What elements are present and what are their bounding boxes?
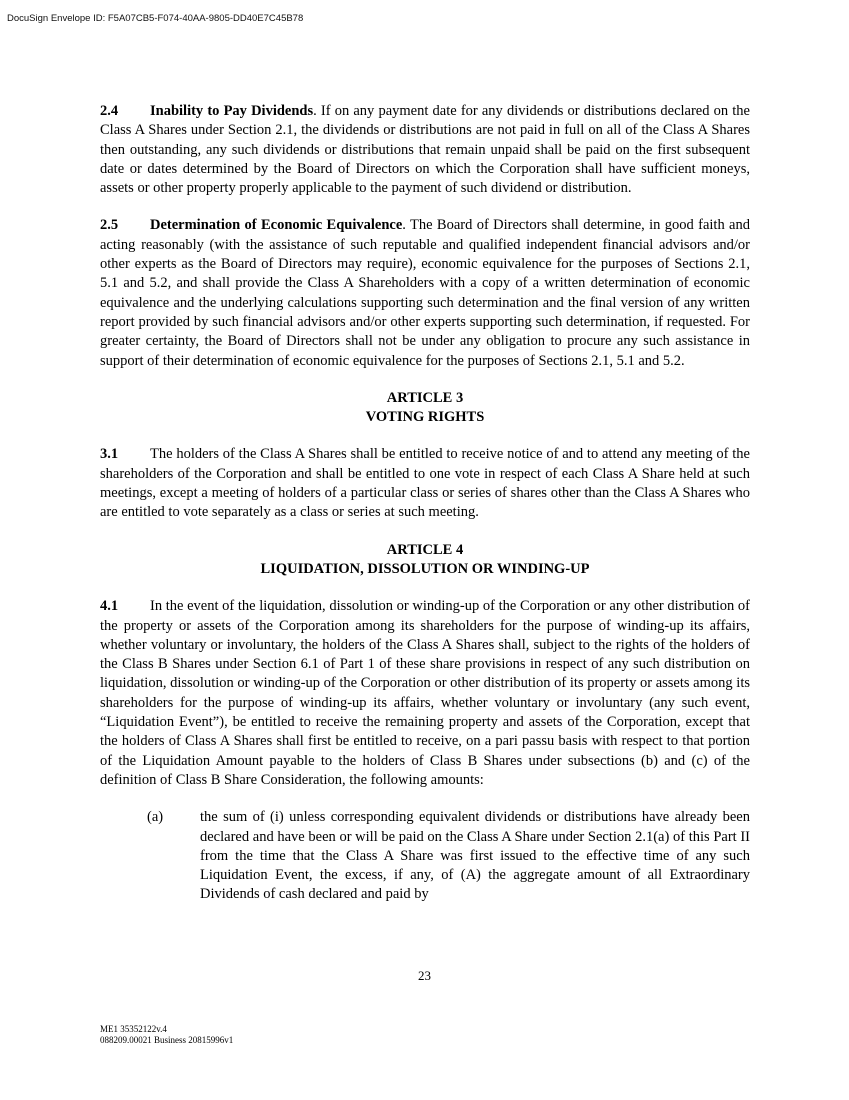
section-title: Determination of Economic Equivalence (150, 217, 403, 234)
section-text: . If on any payment date for any dividends or distributions declared on the Class A Shares under Section 2.1, the dividends or distributions are not paid in full on all of the Class A Shares then outstanding, any such dividends or distributions that remain unpaid shall be paid on the first subsequent date or dates determined by the Board of Directors on which the Corporation shall have sufficient moneys, assets or other property properly applicable to the payment of such dividend or distribution. (100, 103, 750, 197)
section-2-4 (100, 102, 750, 198)
section-3-1 (100, 445, 750, 522)
article-title: VOTING RIGHTS (365, 409, 485, 426)
article-number: ARTICLE 4 (386, 541, 464, 558)
subsection-a (147, 808, 750, 904)
subsection-text: the sum of (i) unless corresponding equivalent dividends or distributions have already been declared and have been or will be paid on the Class A Share under Section 2.1(a) of this Part II from the time that the Class A Share was first issued to the effective time of any such Liquidation Event, the excess, if any, of (A) the aggregate amount of all Extraordinary Dividends of cash declared and paid by (200, 809, 750, 903)
document-footer (100, 1024, 233, 1046)
article-title: LIQUIDATION, DISSOLUTION OR WINDING-UP (260, 560, 590, 577)
envelope-id: DocuSign Envelope ID: F5A07CB5-F074-40AA-9805-DD40E7C45B78 (7, 13, 304, 24)
section-2-5 (100, 216, 750, 370)
document-body (100, 102, 750, 905)
footer-line-2: 088209.00021 Business 20815996v1 (100, 1035, 234, 1045)
article-4-heading (100, 541, 750, 580)
article-number: ARTICLE 3 (386, 389, 464, 406)
article-3-heading (100, 389, 750, 428)
footer-line-1: ME1 35352122v.4 (100, 1024, 167, 1034)
page-number: 23 (418, 968, 431, 983)
section-text: The holders of the Class A Shares shall be entitled to receive notice of and to attend any meeting of the shareholders of the Corporation and shall be entitled to one vote in respect of each Class A Share held at such meetings, except a meeting of holders of a particular class or series of shares other than the Class A Shares who are entitled to vote separately as a class or series at such meeting. (100, 446, 750, 521)
section-text: In the event of the liquidation, dissolution or winding-up of the Corporation or any other distribution of the property or assets of the Corporation among its shareholders for the purpose of winding-up its affairs, whether voluntary or involuntary, the holders of the Class A Shares shall, subject to the rights of the holders of the Class B Shares under Section 6.1 of Part 1 of these share provisions in respect of any such distribution on liquidation, dissolution or winding-up of the Corporation or other distribution of its property or assets among its shareholders for the purpose of winding-up its affairs, whether voluntary or involuntary (any such event, “Liquidation Event”), be entitled to receive the remaining property and assets of the Corporation, except that the holders of Class A Shares shall first be entitled to receive, on a pari passu basis with respect to that portion of the Liquidation Amount payable to the holders of Class B Shares under subsections (b) and (c) of the definition of Class B Share Consideration, the following amounts: (100, 598, 750, 788)
section-4-1 (100, 597, 750, 790)
section-number: 4.1 (100, 598, 119, 615)
section-number: 2.4 (100, 103, 119, 119)
subsection-label: (a) (147, 809, 164, 826)
section-number: 2.5 (100, 217, 119, 234)
section-text: . The Board of Directors shall determine, in good faith and acting reasonably (with the assistance of such reputable and qualified independent financial advisors and/or other experts as the Board of Directors may require), economic equivalence for the purposes of Sections 2.1, 5.1 and 5.2, and shall provide the Class A Shareholders with a copy of a written determination of economic equivalence and the underlying calculations supporting such determination and the final version of any written report provided by such financial advisors and/or other experts supporting such determination, if requested. For greater certainty, the Board of Directors shall not be under any obligation to procure any such assistance in support of their determination of economic equivalence for the purposes of Sections 2.1, 5.1 and 5.2. (100, 217, 750, 369)
section-number: 3.1 (100, 446, 119, 463)
section-title: Inability to Pay Dividends (150, 103, 314, 119)
